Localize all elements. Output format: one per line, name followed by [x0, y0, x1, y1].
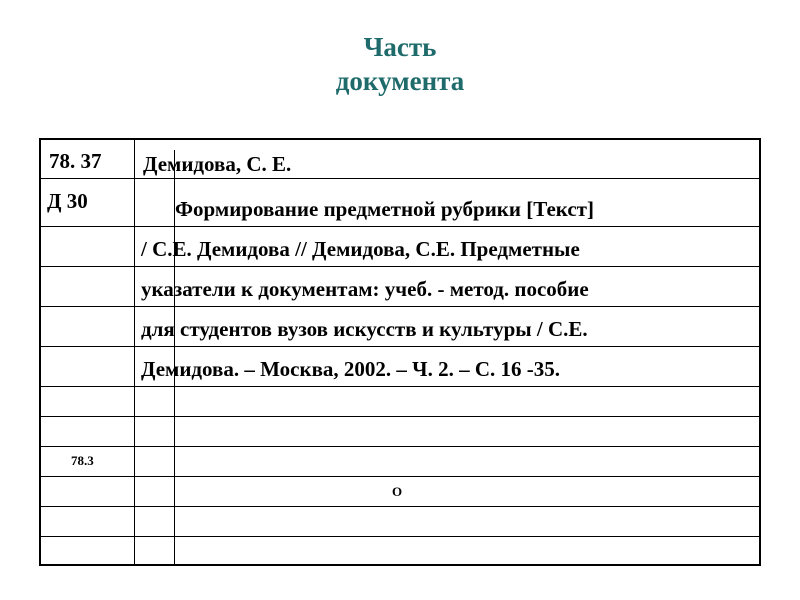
- card-rule: [41, 306, 759, 307]
- page-title-line-2: документа: [335, 66, 465, 96]
- card-rule: [41, 536, 759, 537]
- card-rule: [41, 446, 759, 447]
- description-line-4: Демидова. – Москва, 2002. – Ч. 2. – С. 16 -35.: [141, 357, 560, 381]
- description-line-2: указатели к документам: учеб. - метод. пособие: [141, 277, 589, 301]
- card-rule: [41, 178, 759, 179]
- title-line: Формирование предметной рубрики [Текст]: [175, 197, 594, 221]
- index-number: 78. 37: [49, 149, 102, 173]
- page-title: [0, 30, 800, 98]
- card-rule: [41, 226, 759, 227]
- author-heading: Демидова, С. Е.: [143, 152, 292, 176]
- author-mark: Д 30: [47, 189, 88, 213]
- description-line-3: для студентов вузов искусств и культуры / С.Е.: [141, 317, 588, 341]
- mark-o: О: [392, 484, 403, 499]
- card-rule: [41, 386, 759, 387]
- catalog-card: [39, 138, 761, 566]
- page-title-line-1: Часть: [363, 32, 437, 62]
- card-rule: [41, 416, 759, 417]
- card-rule: [41, 506, 759, 507]
- card-rule: [41, 266, 759, 267]
- index-number-bottom: 78.3: [71, 453, 94, 468]
- description-line-1: / С.Е. Демидова // Демидова, С.Е. Предметные: [141, 237, 580, 261]
- card-rule: [41, 346, 759, 347]
- card-column-rule: [134, 140, 135, 564]
- card-rule: [41, 476, 759, 477]
